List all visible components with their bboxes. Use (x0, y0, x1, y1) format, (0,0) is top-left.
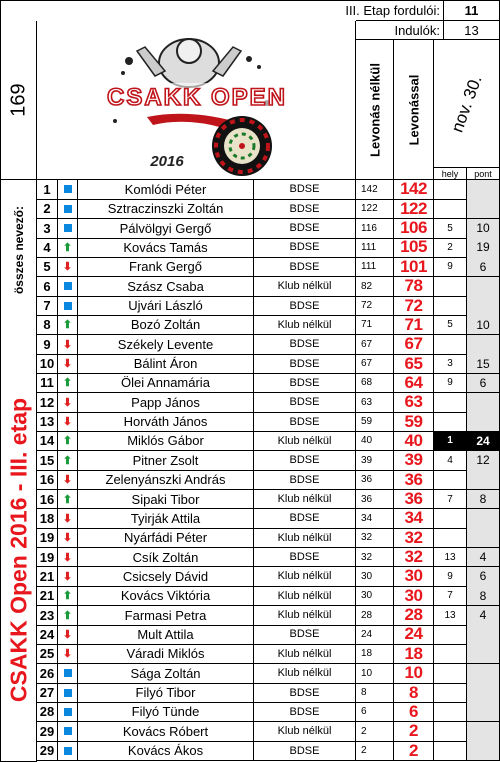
rank-cell: 19 (37, 528, 58, 548)
place-cell (434, 180, 467, 200)
player-name: Pálvölgyi Gergő (78, 219, 254, 239)
trend-up-icon (58, 586, 78, 606)
rank-cell: 6 (37, 277, 58, 297)
player-name: Bozó Zoltán (78, 315, 254, 335)
place-cell (434, 393, 467, 413)
arrow-down-icon: ⬇ (62, 338, 73, 351)
player-name: Szász Csaba (78, 277, 254, 297)
points-cell (467, 470, 500, 490)
trend-up-icon (58, 490, 78, 510)
score-with-deduction: 40 (394, 432, 434, 452)
rank-cell: 16 (37, 490, 58, 510)
trend-same-icon (58, 741, 78, 761)
trend-up-icon (58, 451, 78, 471)
arrow-down-icon: ⬇ (62, 551, 73, 564)
rank-cell: 25 (37, 644, 58, 664)
etap-label: III. Etap fordulói: (356, 1, 444, 21)
trend-down-icon (58, 412, 78, 432)
score-without-deduction: 32 (356, 548, 394, 568)
square-icon (64, 689, 72, 697)
arrow-down-icon: ⬇ (62, 474, 73, 487)
player-name: Tyirják Attila (78, 509, 254, 529)
points-cell (467, 412, 500, 432)
place-cell: 2 (434, 238, 467, 258)
square-icon (64, 708, 72, 716)
club-name: BDSE (254, 683, 356, 703)
rank-cell: 9 (37, 335, 58, 355)
header-date: nov. 30. (434, 40, 500, 168)
trend-up-icon (58, 374, 78, 394)
trend-down-icon (58, 548, 78, 568)
place-cell: 13 (434, 548, 467, 568)
player-name: Zelenyánszki András (78, 470, 254, 490)
trend-up-icon (58, 432, 78, 452)
club-name: BDSE (254, 470, 356, 490)
points-cell: 19 (467, 238, 500, 258)
rank-cell: 14 (37, 432, 58, 452)
player-name: Sipaki Tibor (78, 490, 254, 510)
player-name: Sztraczinszki Zoltán (78, 199, 254, 219)
player-name: Bálint Áron (78, 354, 254, 374)
score-without-deduction: 67 (356, 354, 394, 374)
club-name: BDSE (254, 451, 356, 471)
score-with-deduction: 101 (394, 257, 434, 277)
score-with-deduction: 59 (394, 412, 434, 432)
place-cell (434, 528, 467, 548)
count-cell (1, 21, 37, 180)
score-without-deduction: 67 (356, 335, 394, 355)
score-with-deduction: 36 (394, 470, 434, 490)
rank-cell: 1 (37, 180, 58, 200)
side-title: CSAKK Open 2016 - III. etap (5, 397, 31, 703)
score-with-deduction: 2 (394, 741, 434, 761)
square-icon (64, 224, 72, 232)
trend-down-icon (58, 354, 78, 374)
points-cell (467, 509, 500, 529)
player-name: Mult Attila (78, 625, 254, 645)
total-entrants-label: összes nevező: (11, 205, 26, 295)
player-name: Frank Gergő (78, 257, 254, 277)
points-cell: 4 (467, 548, 500, 568)
score-without-deduction: 71 (356, 315, 394, 335)
club-name: BDSE (254, 702, 356, 722)
rank-cell: 5 (37, 257, 58, 277)
trend-same-icon (58, 296, 78, 316)
indulok-value: 13 (444, 21, 500, 40)
trend-down-icon (58, 257, 78, 277)
place-cell: 3 (434, 354, 467, 374)
square-icon (64, 185, 72, 193)
club-name: BDSE (254, 335, 356, 355)
place-cell (434, 741, 467, 761)
player-name: Filyó Tünde (78, 702, 254, 722)
place-cell (434, 625, 467, 645)
points-cell (467, 528, 500, 548)
score-without-deduction: 39 (356, 451, 394, 471)
score-with-deduction: 32 (394, 548, 434, 568)
rank-cell: 29 (37, 722, 58, 742)
player-name: Kovács Ákos (78, 741, 254, 761)
score-with-deduction: 142 (394, 180, 434, 200)
place-cell (434, 470, 467, 490)
player-name: Kovács Tamás (78, 238, 254, 258)
points-cell: 12 (467, 451, 500, 471)
trend-down-icon (58, 509, 78, 529)
csakk-open-logo (37, 21, 356, 180)
score-with-deduction: 65 (394, 354, 434, 374)
score-without-deduction: 82 (356, 277, 394, 297)
player-name: Farmasi Petra (78, 606, 254, 626)
points-cell: 24 (467, 432, 500, 452)
rank-cell: 12 (37, 393, 58, 413)
logo-cell (37, 21, 356, 180)
header-levonas-nelkul: Levonás nélkül (356, 40, 394, 180)
score-without-deduction: 72 (356, 296, 394, 316)
trend-down-icon (58, 625, 78, 645)
score-without-deduction: 59 (356, 412, 394, 432)
club-name: BDSE (254, 180, 356, 200)
rank-cell: 21 (37, 567, 58, 587)
club-name: BDSE (254, 354, 356, 374)
points-cell (467, 625, 500, 645)
score-without-deduction: 10 (356, 664, 394, 684)
score-with-deduction: 32 (394, 528, 434, 548)
trend-same-icon (58, 722, 78, 742)
score-without-deduction: 2 (356, 722, 394, 742)
trend-same-icon (58, 219, 78, 239)
rank-cell: 29 (37, 741, 58, 761)
score-with-deduction: 106 (394, 219, 434, 239)
arrow-down-icon: ⬇ (62, 396, 73, 409)
points-cell (467, 296, 500, 316)
place-cell (434, 644, 467, 664)
score-without-deduction: 18 (356, 644, 394, 664)
player-name: Nyárfádi Péter (78, 528, 254, 548)
trend-down-icon (58, 470, 78, 490)
score-with-deduction: 71 (394, 315, 434, 335)
place-cell: 7 (434, 586, 467, 606)
points-cell (467, 393, 500, 413)
arrow-up-icon: ⬆ (62, 377, 73, 390)
score-without-deduction: 142 (356, 180, 394, 200)
rank-cell: 8 (37, 315, 58, 335)
rank-cell: 10 (37, 354, 58, 374)
club-name: BDSE (254, 219, 356, 239)
player-name: Csík Zoltán (78, 548, 254, 568)
square-icon (64, 747, 72, 755)
club-name: Klub nélkül (254, 664, 356, 684)
score-without-deduction: 24 (356, 625, 394, 645)
points-cell: 6 (467, 567, 500, 587)
points-cell (467, 180, 500, 200)
trend-same-icon (58, 664, 78, 684)
place-cell: 9 (434, 257, 467, 277)
club-name: Klub nélkül (254, 644, 356, 664)
club-name: Klub nélkül (254, 567, 356, 587)
rank-cell: 18 (37, 509, 58, 529)
arrow-up-icon: ⬆ (62, 590, 73, 603)
score-with-deduction: 24 (394, 625, 434, 645)
club-name: BDSE (254, 741, 356, 761)
score-with-deduction: 6 (394, 702, 434, 722)
club-name: Klub nélkül (254, 528, 356, 548)
score-with-deduction: 67 (394, 335, 434, 355)
square-icon (64, 669, 72, 677)
place-cell (434, 335, 467, 355)
player-name: Komlódi Péter (78, 180, 254, 200)
player-name: Csicsely Dávid (78, 567, 254, 587)
arrow-down-icon: ⬇ (62, 416, 73, 429)
logo-text: CSAKK OPEN (106, 84, 288, 111)
club-name: BDSE (254, 393, 356, 413)
score-with-deduction: 10 (394, 664, 434, 684)
club-name: BDSE (254, 412, 356, 432)
player-name: Pitner Zsolt (78, 451, 254, 471)
score-with-deduction: 8 (394, 683, 434, 703)
trend-down-icon (58, 644, 78, 664)
player-name: Miklós Gábor (78, 432, 254, 452)
player-name: Filyó Tibor (78, 683, 254, 703)
score-with-deduction: 30 (394, 567, 434, 587)
club-name: BDSE (254, 199, 356, 219)
club-name: BDSE (254, 509, 356, 529)
rank-cell: 15 (37, 451, 58, 471)
arrow-down-icon: ⬇ (62, 358, 73, 371)
score-without-deduction: 111 (356, 257, 394, 277)
points-cell (467, 644, 500, 664)
score-with-deduction: 64 (394, 374, 434, 394)
place-cell: 13 (434, 606, 467, 626)
trend-up-icon (58, 238, 78, 258)
score-without-deduction: 36 (356, 470, 394, 490)
club-name: Klub nélkül (254, 490, 356, 510)
player-name: Váradi Miklós (78, 644, 254, 664)
arrow-down-icon: ⬇ (62, 628, 73, 641)
trend-same-icon (58, 199, 78, 219)
points-cell (467, 683, 500, 703)
place-cell: 1 (434, 432, 467, 452)
score-without-deduction: 28 (356, 606, 394, 626)
points-cell (467, 741, 500, 761)
place-cell: 4 (434, 451, 467, 471)
rank-cell: 16 (37, 470, 58, 490)
score-without-deduction: 8 (356, 683, 394, 703)
club-name: Klub nélkül (254, 722, 356, 742)
points-cell (467, 664, 500, 684)
club-name: BDSE (254, 257, 356, 277)
place-cell: 9 (434, 374, 467, 394)
arrow-down-icon: ⬇ (62, 261, 73, 274)
player-name: Ujvári László (78, 296, 254, 316)
player-name: Székely Levente (78, 335, 254, 355)
trend-down-icon (58, 335, 78, 355)
score-with-deduction: 78 (394, 277, 434, 297)
score-with-deduction: 34 (394, 509, 434, 529)
club-name: Klub nélkül (254, 606, 356, 626)
arrow-down-icon: ⬇ (62, 648, 73, 661)
score-without-deduction: 68 (356, 374, 394, 394)
club-name: Klub nélkül (254, 277, 356, 297)
club-name: BDSE (254, 238, 356, 258)
rank-cell: 27 (37, 683, 58, 703)
club-name: BDSE (254, 374, 356, 394)
score-without-deduction: 40 (356, 432, 394, 452)
trend-up-icon (58, 315, 78, 335)
score-with-deduction: 18 (394, 644, 434, 664)
score-with-deduction: 63 (394, 393, 434, 413)
trend-same-icon (58, 180, 78, 200)
logo-year: 2016 (150, 153, 184, 170)
place-cell (434, 664, 467, 684)
arrow-up-icon: ⬆ (62, 609, 73, 622)
points-cell: 10 (467, 219, 500, 239)
arrow-up-icon: ⬆ (62, 319, 73, 332)
place-cell (434, 683, 467, 703)
points-cell (467, 335, 500, 355)
place-cell (434, 702, 467, 722)
square-icon (64, 727, 72, 735)
points-cell (467, 722, 500, 742)
side-panel (1, 180, 37, 762)
club-name: BDSE (254, 296, 356, 316)
points-cell: 8 (467, 490, 500, 510)
score-without-deduction: 32 (356, 528, 394, 548)
trend-down-icon (58, 567, 78, 587)
club-name: Klub nélkül (254, 432, 356, 452)
score-without-deduction: 63 (356, 393, 394, 413)
player-name: Kovács Róbert (78, 722, 254, 742)
etap-value: 11 (444, 1, 500, 21)
rank-cell: 21 (37, 586, 58, 606)
rank-cell: 23 (37, 606, 58, 626)
rank-cell: 24 (37, 625, 58, 645)
arrow-up-icon: ⬆ (62, 493, 73, 506)
points-cell: 15 (467, 354, 500, 374)
rank-cell: 19 (37, 548, 58, 568)
place-cell: 5 (434, 219, 467, 239)
trend-same-icon (58, 277, 78, 297)
score-with-deduction: 2 (394, 722, 434, 742)
arrow-down-icon: ⬇ (62, 512, 73, 525)
score-with-deduction: 39 (394, 451, 434, 471)
score-without-deduction: 122 (356, 199, 394, 219)
square-icon (64, 205, 72, 213)
score-without-deduction: 2 (356, 741, 394, 761)
arrow-down-icon: ⬇ (62, 532, 73, 545)
club-name: BDSE (254, 625, 356, 645)
trend-up-icon (58, 606, 78, 626)
score-with-deduction: 122 (394, 199, 434, 219)
score-without-deduction: 111 (356, 238, 394, 258)
points-cell: 4 (467, 606, 500, 626)
score-without-deduction: 34 (356, 509, 394, 529)
place-cell (434, 412, 467, 432)
score-without-deduction: 30 (356, 586, 394, 606)
rank-cell: 3 (37, 219, 58, 239)
points-cell: 8 (467, 586, 500, 606)
score-without-deduction: 30 (356, 567, 394, 587)
score-with-deduction: 72 (394, 296, 434, 316)
club-name: BDSE (254, 548, 356, 568)
header-hely: hely (434, 168, 467, 180)
square-icon (64, 302, 72, 310)
player-name: Kovács Viktória (78, 586, 254, 606)
rank-cell: 26 (37, 664, 58, 684)
points-cell: 6 (467, 374, 500, 394)
place-cell: 5 (434, 315, 467, 335)
place-cell (434, 277, 467, 297)
header-pont: pont (467, 168, 500, 180)
trend-same-icon (58, 702, 78, 722)
points-cell (467, 702, 500, 722)
place-cell (434, 722, 467, 742)
place-cell: 7 (434, 490, 467, 510)
rank-cell: 13 (37, 412, 58, 432)
arrow-up-icon: ⬆ (62, 454, 73, 467)
arrow-down-icon: ⬇ (62, 570, 73, 583)
player-name: Ölei Annamária (78, 374, 254, 394)
points-cell (467, 277, 500, 297)
player-name: Horváth János (78, 412, 254, 432)
rank-cell: 4 (37, 238, 58, 258)
trend-down-icon (58, 528, 78, 548)
header-levonassal: Levonással (394, 40, 434, 180)
points-cell: 6 (467, 257, 500, 277)
arrow-up-icon: ⬆ (62, 435, 73, 448)
points-cell (467, 199, 500, 219)
place-cell (434, 296, 467, 316)
score-with-deduction: 30 (394, 586, 434, 606)
club-name: Klub nélkül (254, 315, 356, 335)
points-cell: 10 (467, 315, 500, 335)
trend-down-icon (58, 393, 78, 413)
score-without-deduction: 116 (356, 219, 394, 239)
score-without-deduction: 6 (356, 702, 394, 722)
arrow-up-icon: ⬆ (62, 241, 73, 254)
square-icon (64, 282, 72, 290)
place-cell (434, 509, 467, 529)
rank-cell: 11 (37, 374, 58, 394)
rank-cell: 2 (37, 199, 58, 219)
total-count: 169 (7, 83, 29, 117)
indulok-label: Indulók: (356, 21, 444, 40)
score-with-deduction: 36 (394, 490, 434, 510)
place-cell: 9 (434, 567, 467, 587)
score-with-deduction: 105 (394, 238, 434, 258)
trend-same-icon (58, 683, 78, 703)
score-without-deduction: 36 (356, 490, 394, 510)
rank-cell: 28 (37, 702, 58, 722)
player-name: Papp János (78, 393, 254, 413)
rank-cell: 7 (37, 296, 58, 316)
place-cell (434, 199, 467, 219)
score-with-deduction: 28 (394, 606, 434, 626)
player-name: Sága Zoltán (78, 664, 254, 684)
club-name: Klub nélkül (254, 586, 356, 606)
